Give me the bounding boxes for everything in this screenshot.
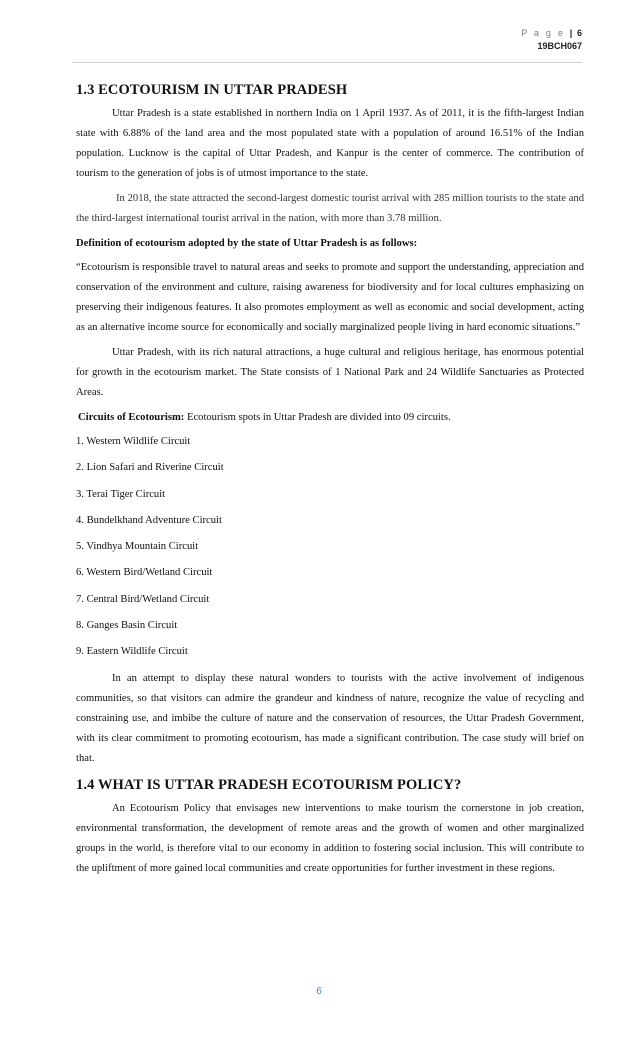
- list-item: 9. Eastern Wildlife Circuit: [76, 646, 188, 658]
- document-id: 19BCH067: [537, 41, 582, 51]
- circuit-list: [76, 432, 584, 662]
- paragraph-potential: Uttar Pradesh, with its rich natural attractions, a huge cultural and religious heritage, has enormous potential for growth in the ecotourism market. The State consists of 1 National Park and 24 Wildlife Sanctuaries as Protected Areas.: [76, 347, 584, 398]
- definition-heading: Definition of ecotourism adopted by the state of Uttar Pradesh is as follows:: [76, 238, 418, 249]
- paragraph-policy: An Ecotourism Policy that envisages new interventions to make tourism the cornerstone in job creation, environmental transformation, the development of remote areas and the growth of women and other marginalized groups in the world, is therefore vital to our economy in addition to fostering social inclusion. This will contribute to the upliftment of more gained local communities and create opportunities for further investment in these regions.: [76, 802, 584, 874]
- list-item: 6. Western Bird/Wetland Circuit: [76, 567, 213, 579]
- page-separator: |: [569, 28, 573, 38]
- list-item: 3. Terai Tiger Circuit: [76, 488, 166, 500]
- list-item: 5. Vindhya Mountain Circuit: [76, 541, 199, 553]
- circuits-intro-text: Ecotourism spots in Uttar Pradesh are divided into 09 circuits.: [184, 412, 451, 423]
- list-item: 7. Central Bird/Wetland Circuit: [76, 593, 210, 605]
- definition-quote: “Ecotourism is responsible travel to natural areas and seeks to promote and support the understanding, appreciation and conservation of the environment and culture, raising awareness for biodiversity and for local cultures emphasizing on preserving their indigenous features. It also promotes employment as well as economic and social development, acting as an alternative income source for economically and socially marginalized people living in hard economic situations.”: [76, 262, 584, 333]
- list-item: 4. Bundelkhand Adventure Circuit: [76, 514, 222, 526]
- page-header: [521, 28, 582, 51]
- page-label: [521, 28, 582, 38]
- list-item: 2. Lion Safari and Riverine Circuit: [76, 462, 224, 474]
- paragraph-intro: Uttar Pradesh is a state established in northern India on 1 April 1937. As of 2011, it is the fifth-largest Indian state with 6.88% of the land area and the most populated state with a population of around 16.51% of the Indian population. Lucknow is the capital of Uttar Pradesh, and Kanpur is the center of commerce. The contribution of tourism to the generation of jobs is of utmost importance to the state.: [76, 108, 584, 179]
- paragraph-natural-wonders: In an attempt to display these natural wonders to tourists with the active involvement of indigenous communities, so that visitors can admire the grandeur and kindness of nature, recognize the value of recycling and constraining use, and imbibe the culture of nature and the conservation of resources, the Uttar Pradesh Government, with its clear commitment to promoting ecotourism, has made a significant contribution. The case study will brief on that.: [76, 672, 584, 764]
- list-item: 1. Western Wildlife Circuit: [76, 436, 191, 447]
- page-content: [76, 79, 584, 884]
- section-title-1-3: 1.3 ECOTOURISM IN UTTAR PRADESH: [76, 82, 348, 98]
- page-word: P a g e: [521, 28, 566, 38]
- section-title-1-4: 1.4 WHAT IS UTTAR PRADESH ECOTOURISM POLICY?: [76, 776, 462, 793]
- footer-page-number: 6: [316, 986, 322, 997]
- header-divider: [72, 62, 582, 63]
- circuits-intro: [78, 408, 584, 428]
- list-item: 8. Ganges Basin Circuit: [76, 620, 178, 632]
- header-page-number: 6: [576, 28, 582, 38]
- circuits-label: Circuits of Ecotourism:: [78, 412, 185, 423]
- paragraph-tourist-arrivals: In 2018, the state attracted the second-largest domestic tourist arrival with 285 million tourists to the state and the third-largest international tourist arrival in the nation, with more than 3.78 million.: [76, 193, 584, 224]
